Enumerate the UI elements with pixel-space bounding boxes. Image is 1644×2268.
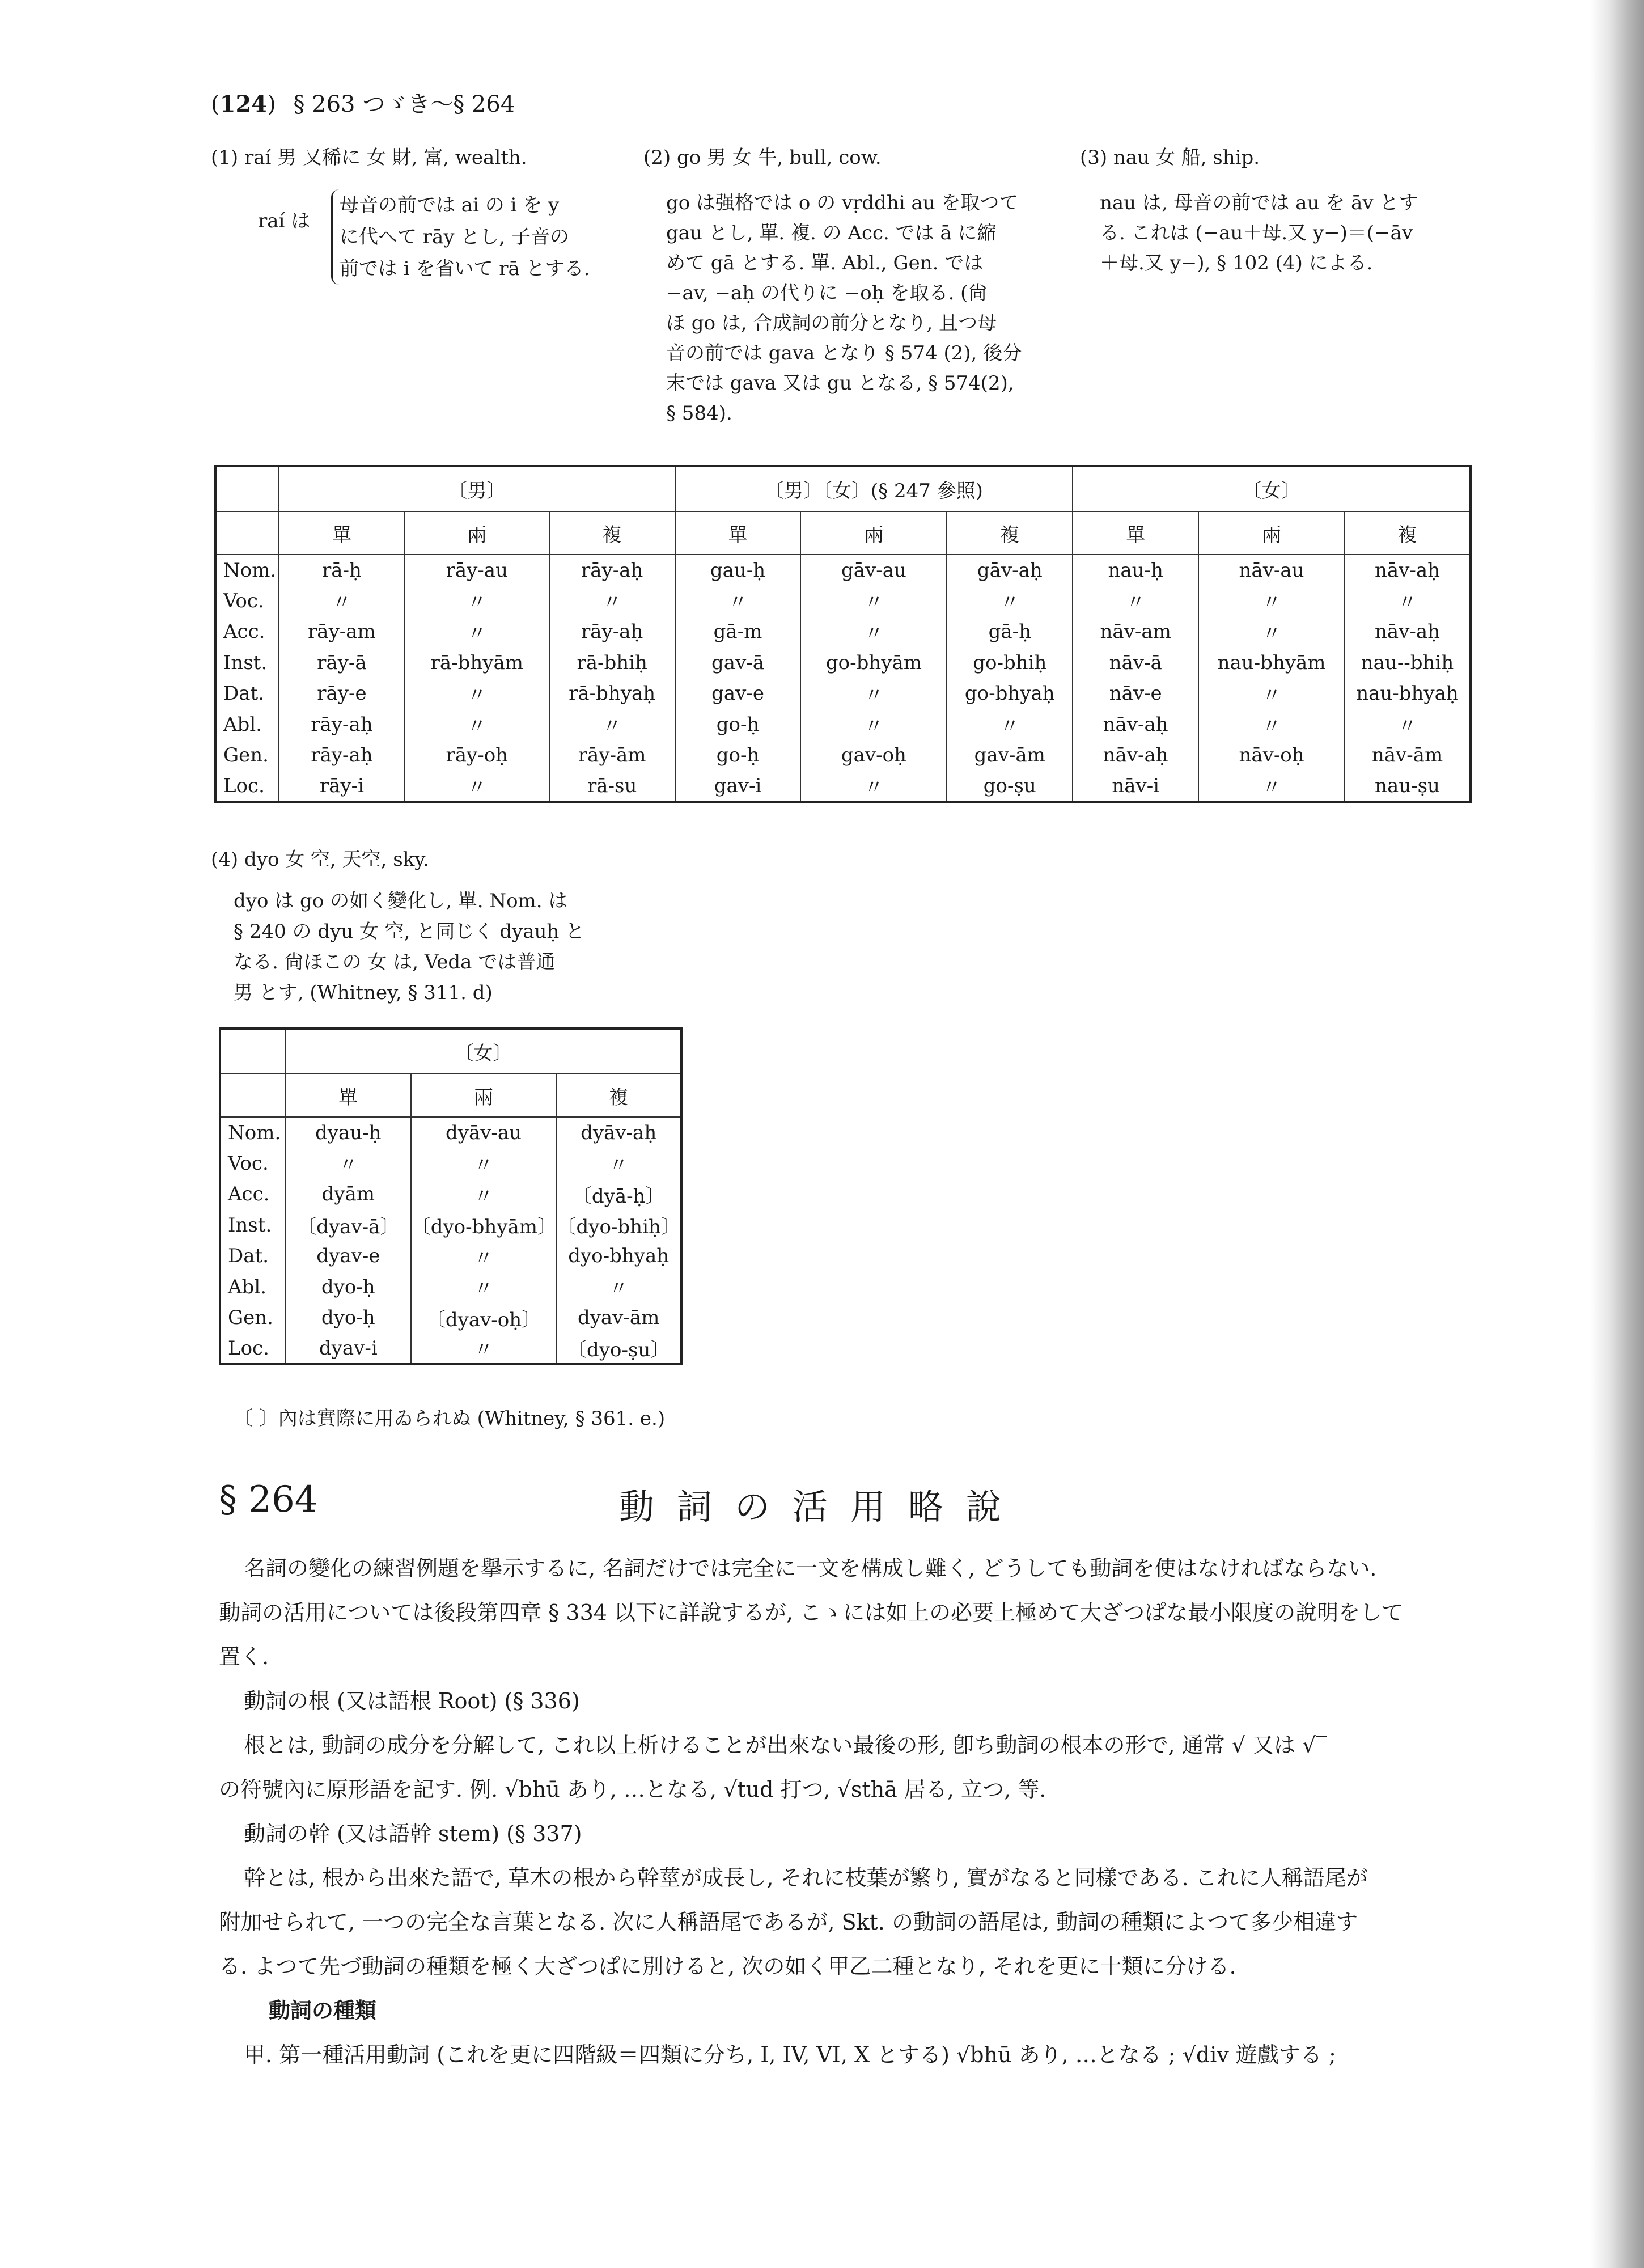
paragraph-line: 置く. (219, 1644, 269, 1669)
form-cell: rāy-e (279, 678, 405, 709)
form-cell: 〃 (549, 586, 675, 617)
form-cell: 〔dyav-ā〕 (286, 1210, 411, 1241)
form-cell: rā-ḥ (279, 555, 405, 586)
form-cell: dyāv-aḥ (556, 1117, 681, 1148)
form-cell: 〃 (1198, 586, 1345, 617)
form-cell: dyām (286, 1179, 411, 1210)
form-cell: 〃 (1198, 678, 1345, 709)
form-cell: 〃 (405, 586, 549, 617)
note-2-line: 音の前では gava となり § 574 (2), 後分 (666, 342, 1022, 365)
table-row (215, 709, 1471, 741)
note-2-line: gau とし, 單. 複. の Acc. では ā に縮 (666, 222, 997, 244)
group-header: 〔女〕 (286, 1029, 681, 1074)
form-cell: 〃 (405, 771, 549, 802)
form-cell: 〃 (800, 678, 947, 709)
form-cell: rāy-au (405, 555, 549, 586)
form-cell: rāy-aḥ (279, 740, 405, 771)
form-cell: go-bhyaḥ (947, 678, 1073, 709)
form-cell: 〔dyā-ḥ〕 (556, 1179, 681, 1210)
form-cell: 〔dyo-bhiḥ〕 (556, 1210, 681, 1241)
form-cell: nāv-aḥ (1073, 709, 1198, 741)
form-cell: gā-ḥ (947, 616, 1073, 648)
case-label: Loc. (220, 1334, 286, 1365)
form-cell: gav-i (675, 771, 801, 802)
page-edge-shadow (1590, 0, 1644, 2268)
form-cell: nau-ṣu (1345, 771, 1471, 802)
form-cell: nāv-i (1073, 771, 1198, 802)
note-4-body (234, 886, 584, 1008)
paragraph-line: 附加せられて, 一つの完全な言葉となる. 次に人稱語尾であるが, Skt. の動詞の語尾は, 動詞の種類によつて多少相違す (219, 1910, 1358, 1935)
note-1-line: 母音の前では ai の i を y (340, 194, 560, 217)
form-cell: 〃 (411, 1241, 557, 1272)
number-header: 單 (286, 1074, 411, 1117)
note-4-line: § 240 の dyu 女 空, と同じく dyauḥ と (234, 920, 585, 943)
form-cell: 〃 (405, 616, 549, 648)
note-3-line: る. これは (−au＋母.又 y−)＝(−āv (1100, 222, 1413, 244)
case-label: Abl. (215, 709, 279, 741)
case-label: Loc. (215, 771, 279, 802)
case-label: Nom. (220, 1117, 286, 1148)
form-cell: 〃 (556, 1272, 681, 1303)
note-2-line: go は强格では o の vṛddhi au を取つて (666, 192, 1019, 214)
form-cell: 〃 (405, 709, 549, 741)
table-row (215, 586, 1471, 617)
section-number: § 264 (219, 1479, 318, 1521)
subheading-stem: 動詞の幹 (又は語幹 stem) (§ 337) (244, 1821, 582, 1846)
number-header: 兩 (411, 1074, 557, 1117)
declension-table-1 (214, 465, 1472, 803)
table-row (220, 1272, 681, 1303)
form-cell: dyau-ḥ (286, 1117, 411, 1148)
subheading-root: 動詞の根 (又は語根 Root) (§ 336) (244, 1689, 580, 1713)
note-2-line: −av, −aḥ の代りに −oḥ を取る. (尙 (666, 282, 988, 304)
form-cell: rā-bhyaḥ (549, 678, 675, 709)
table-row (215, 555, 1471, 586)
number-header: 複 (549, 511, 675, 555)
form-cell: nau-bhyaḥ (1345, 678, 1471, 709)
table-2-body (220, 1117, 681, 1364)
form-cell: gav-ā (675, 648, 801, 679)
note-1-line: に代へて rāy とし, 子音の (340, 226, 569, 248)
table-row (220, 1241, 681, 1272)
form-cell: rāy-oḥ (405, 740, 549, 771)
note-4-line: 男 とす, (Whitney, § 311. d) (234, 981, 493, 1004)
case-label: Inst. (215, 648, 279, 679)
form-cell: rāy-aḥ (549, 616, 675, 648)
case-label: Gen. (215, 740, 279, 771)
form-cell: 〃 (411, 1148, 557, 1179)
note-2-line: ほ go は, 合成詞の前分となり, 且つ母 (666, 312, 997, 335)
form-cell: rāy-aḥ (279, 709, 405, 741)
section-body (219, 1546, 1494, 2077)
case-label: Dat. (220, 1241, 286, 1272)
note-1-line: 前では i を省いて rā とする. (340, 257, 590, 280)
page-header: (124) § 263 つゞき～§ 264 (211, 91, 515, 117)
form-cell: nāv-aḥ (1345, 555, 1471, 586)
paragraph-line: 甲. 第一種活用動詞 (これを更に四階級＝四類に分ち, I, IV, VI, X とする) √bhū あり, …となる ; √div 遊戲する ; (244, 2042, 1336, 2067)
case-label: Acc. (215, 616, 279, 648)
form-cell: dyav-i (286, 1334, 411, 1365)
note-2-title: (2) go 男 女 牛, bull, cow. (643, 146, 882, 169)
form-cell: gāv-aḥ (947, 555, 1073, 586)
paragraph-line: 動詞の活用については後段第四章 § 334 以下に詳說するが, こゝには如上の必要上極めて大ざつぱな最小限度の說明をして (219, 1600, 1404, 1625)
form-cell: 〃 (800, 771, 947, 802)
form-cell: dyāv-au (411, 1117, 557, 1148)
group-header: 〔男〕 (279, 466, 675, 511)
form-cell: 〃 (411, 1272, 557, 1303)
form-cell: gāv-au (800, 555, 947, 586)
group-header: 〔男〕〔女〕(§ 247 參照) (675, 466, 1073, 511)
form-cell: rāy-am (279, 616, 405, 648)
case-label: Acc. (220, 1179, 286, 1210)
form-cell: 〃 (800, 586, 947, 617)
number-header: 兩 (405, 511, 549, 555)
table-row (215, 648, 1471, 679)
section-range: § 263 つゞき～§ 264 (293, 91, 515, 117)
form-cell: 〃 (1345, 709, 1471, 741)
table-row (220, 1117, 681, 1148)
form-cell: 〃 (675, 586, 801, 617)
case-label: Nom. (215, 555, 279, 586)
form-cell: nāv-am (1073, 616, 1198, 648)
form-cell: 〃 (556, 1148, 681, 1179)
form-cell: dyo-bhyaḥ (556, 1241, 681, 1272)
note-2-line: 末では gava 又は gu となる, § 574(2), (666, 372, 1014, 395)
table-row (215, 740, 1471, 771)
number-header: 單 (1073, 511, 1198, 555)
form-cell: nau--bhiḥ (1345, 648, 1471, 679)
case-label: Voc. (220, 1148, 286, 1179)
form-cell: nāv-oḥ (1198, 740, 1345, 771)
table-row (220, 1302, 681, 1334)
subheading-verb-kinds: 動詞の種類 (269, 1998, 377, 2023)
form-cell: 〃 (549, 709, 675, 741)
note-1-brace (331, 189, 590, 285)
form-cell: 〃 (1198, 771, 1345, 802)
form-cell: 〃 (411, 1179, 557, 1210)
number-header: 兩 (1198, 511, 1345, 555)
form-cell: rāy-i (279, 771, 405, 802)
number-header: 複 (947, 511, 1073, 555)
paragraph-line: 名詞の變化の練習例題を擧示するに, 名詞だけでは完全に一文を構成し難く, どうしても動詞を使はなければならない. (244, 1556, 1377, 1581)
form-cell: nāv-aḥ (1073, 740, 1198, 771)
form-cell: 〃 (947, 586, 1073, 617)
form-cell: 〃 (800, 709, 947, 741)
paragraph-line: 根とは, 動詞の成分を分解して, これ以上析けることが出來ない最後の形, 卽ち動詞の根本の形で, 通常 √ 又は √‾ (244, 1733, 1327, 1758)
paragraph-line: る. よつて先づ動詞の種類を極く大ざつぱに別けると, 次の如く甲乙二種となり, それを更に十類に分ける. (219, 1954, 1236, 1979)
note-2-line: § 584). (666, 402, 732, 425)
form-cell: nāv-e (1073, 678, 1198, 709)
number-header: 單 (675, 511, 801, 555)
form-cell: go-ṣu (947, 771, 1073, 802)
note-3-body (1100, 188, 1418, 278)
form-cell: 〃 (279, 586, 405, 617)
form-cell: 〔dyav-oḥ〕 (411, 1302, 557, 1334)
form-cell: gau-ḥ (675, 555, 801, 586)
group-header: 〔女〕 (1073, 466, 1471, 511)
form-cell: nau-ḥ (1073, 555, 1198, 586)
table-1-body (215, 555, 1471, 802)
number-header: 複 (1345, 511, 1471, 555)
case-label: Abl. (220, 1272, 286, 1303)
table-row (220, 1210, 681, 1241)
form-cell: 〔dyo-ṣu〕 (556, 1334, 681, 1365)
note-3-title: (3) nau 女 船, ship. (1080, 146, 1260, 169)
form-cell: rā-bhiḥ (549, 648, 675, 679)
note-1-title: (1) raí 男 又稀に 女 財, 富, wealth. (211, 146, 527, 169)
form-cell: go-ḥ (675, 740, 801, 771)
case-label: Inst. (220, 1210, 286, 1241)
page-number: 124 (219, 91, 268, 117)
case-label: Dat. (215, 678, 279, 709)
form-cell: gav-e (675, 678, 801, 709)
form-cell: 〃 (411, 1334, 557, 1365)
note-1-label: raí は (258, 210, 311, 232)
table-row (220, 1179, 681, 1210)
case-label: Gen. (220, 1302, 286, 1334)
note-4-title: (4) dyo 女 空, 天空, sky. (211, 848, 429, 871)
number-header: 複 (556, 1074, 681, 1117)
form-cell: rāy-ā (279, 648, 405, 679)
form-cell: nāv-au (1198, 555, 1345, 586)
table-row (215, 616, 1471, 648)
form-cell: rāy-ām (549, 740, 675, 771)
form-cell: rā-bhyām (405, 648, 549, 679)
form-cell: 〃 (1198, 709, 1345, 741)
corner-cell (220, 1029, 286, 1074)
form-cell: nāv-ā (1073, 648, 1198, 679)
bracket-note: 〔 〕內は實際に用ゐられぬ (Whitney, § 361. e.) (234, 1407, 666, 1430)
declension-table-2 (219, 1027, 683, 1365)
form-cell: rā-su (549, 771, 675, 802)
form-cell: dyav-e (286, 1241, 411, 1272)
note-3-line: ＋母.又 y−), § 102 (4) による. (1100, 252, 1373, 274)
paragraph-line: 幹とは, 根から出來た語で, 草木の根から幹莖が成長し, それに枝葉が繁り, 實がなると同樣である. これに人稱語尾が (244, 1865, 1368, 1890)
form-cell: 〃 (405, 678, 549, 709)
form-cell: rāy-aḥ (549, 555, 675, 586)
form-cell: gav-ām (947, 740, 1073, 771)
form-cell: go-bhyām (800, 648, 947, 679)
form-cell: go-ḥ (675, 709, 801, 741)
table-row (220, 1334, 681, 1365)
form-cell: gā-m (675, 616, 801, 648)
form-cell: dyav-ām (556, 1302, 681, 1334)
note-2-line: めて gā とする. 單. Abl., Gen. では (666, 252, 984, 274)
form-cell: nau-bhyām (1198, 648, 1345, 679)
corner-cell (215, 466, 279, 511)
form-cell: 〃 (947, 709, 1073, 741)
section-title: 動詞の活用略說 (619, 1486, 1024, 1527)
form-cell: dyo-ḥ (286, 1302, 411, 1334)
form-cell: go-bhiḥ (947, 648, 1073, 679)
form-cell: nāv-aḥ (1345, 616, 1471, 648)
form-cell: 〔dyo-bhyām〕 (411, 1210, 557, 1241)
form-cell: 〃 (1073, 586, 1198, 617)
form-cell: 〃 (286, 1148, 411, 1179)
table-row (215, 771, 1471, 802)
note-2-body (666, 188, 1022, 429)
note-3-line: nau は, 母音の前では au を āv とす (1100, 192, 1418, 214)
note-4-line: dyo は go の如く變化し, 單. Nom. は (234, 890, 568, 912)
case-label: Voc. (215, 586, 279, 617)
table-row (220, 1148, 681, 1179)
form-cell: gav-oḥ (800, 740, 947, 771)
number-header: 單 (279, 511, 405, 555)
form-cell: 〃 (1198, 616, 1345, 648)
form-cell: dyo-ḥ (286, 1272, 411, 1303)
table-row (215, 678, 1471, 709)
number-header: 兩 (800, 511, 947, 555)
paragraph-line: の符號內に原形語を記す. 例. √bhū あり, …となる, √tud 打つ, √sthā 居る, 立つ, 等. (219, 1777, 1046, 1802)
form-cell: 〃 (800, 616, 947, 648)
form-cell: nāv-ām (1345, 740, 1471, 771)
note-4-line: なる. 尙ほこの 女 は, Veda では普通 (234, 951, 556, 974)
form-cell: 〃 (1345, 586, 1471, 617)
